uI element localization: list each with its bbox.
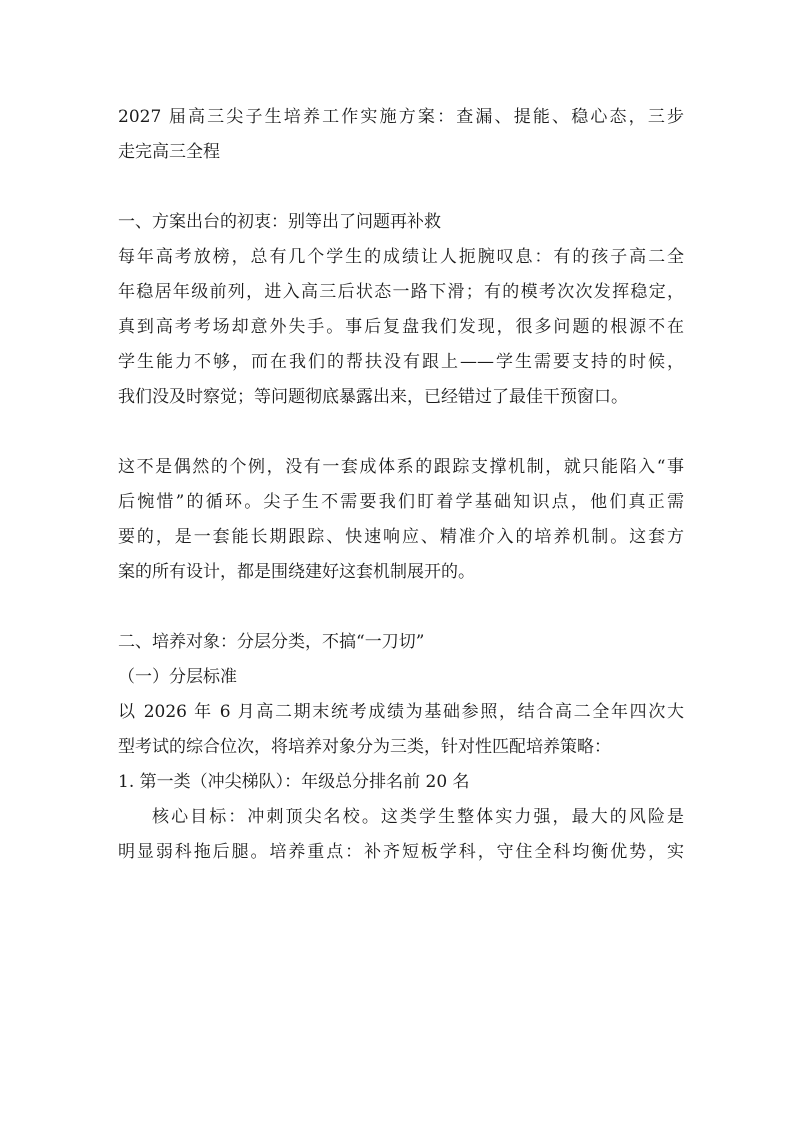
- section-2-para-1-line-1: 以 2026 年 6 月高二期末统考成绩为基础参照，结合高二全年四次大: [118, 702, 684, 722]
- section-1-heading: 一、方案出台的初衷：别等出了问题再补救: [118, 212, 441, 232]
- document-title-line-1: 2027 届高三尖子生培养工作实施方案：查漏、提能、稳心态，三步: [118, 107, 684, 127]
- section-1-para-2-line-1: 这不是偶然的个例，没有一套成体系的跟踪支撑机制，就只能陷入“事: [118, 457, 684, 477]
- section-1-para-1-line-1: 每年高考放榜，总有几个学生的成绩让人扼腕叹息：有的孩子高二全: [118, 247, 684, 267]
- section-2-item-1-body-line-2: 明显弱科拖后腿。培养重点：补齐短板学科，守住全科均衡优势，实: [118, 842, 684, 862]
- section-2-para-1-line-2: 型考试的综合位次，将培养对象分为三类，针对性匹配培养策略：: [118, 737, 611, 757]
- section-1-para-1-line-3: 真到高考考场却意外失手。事后复盘我们发现，很多问题的根源不在: [118, 317, 684, 337]
- section-2-subheading: （一）分层标准: [118, 667, 237, 687]
- section-1-para-2-line-4: 案的所有设计，都是围绕建好这套机制展开的。: [118, 562, 475, 582]
- spacer: [118, 590, 684, 625]
- section-2-item-1-body-line-1: 核心目标：冲刺顶尖名校。这类学生整体实力强，最大的风险是: [152, 807, 684, 827]
- spacer: [118, 415, 684, 450]
- section-1-para-2-line-3: 要的，是一套能长期跟踪、快速响应、精准介入的培养机制。这套方: [118, 527, 684, 547]
- section-1-para-2-line-2: 后惋惜”的循环。尖子生不需要我们盯着学基础知识点，他们真正需: [118, 492, 684, 512]
- section-1-para-1-line-4: 学生能力不够，而在我们的帮扶没有跟上——学生需要支持的时候，: [118, 352, 684, 372]
- section-2-item-1: 1. 第一类（冲尖梯队）：年级总分排名前 20 名: [118, 772, 470, 792]
- document-title-line-2: 走完高三全程: [118, 142, 220, 162]
- spacer: [118, 170, 684, 205]
- section-1-para-1-line-2: 年稳居年级前列，进入高三后状态一路下滑；有的模考次次发挥稳定，: [118, 282, 684, 302]
- section-1-para-1-line-5: 我们没及时察觉；等问题彻底暴露出来，已经错过了最佳干预窗口。: [118, 387, 628, 407]
- document-body: [118, 100, 684, 870]
- section-2-heading: 二、培养对象：分层分类，不搞“一刀切”: [118, 632, 425, 652]
